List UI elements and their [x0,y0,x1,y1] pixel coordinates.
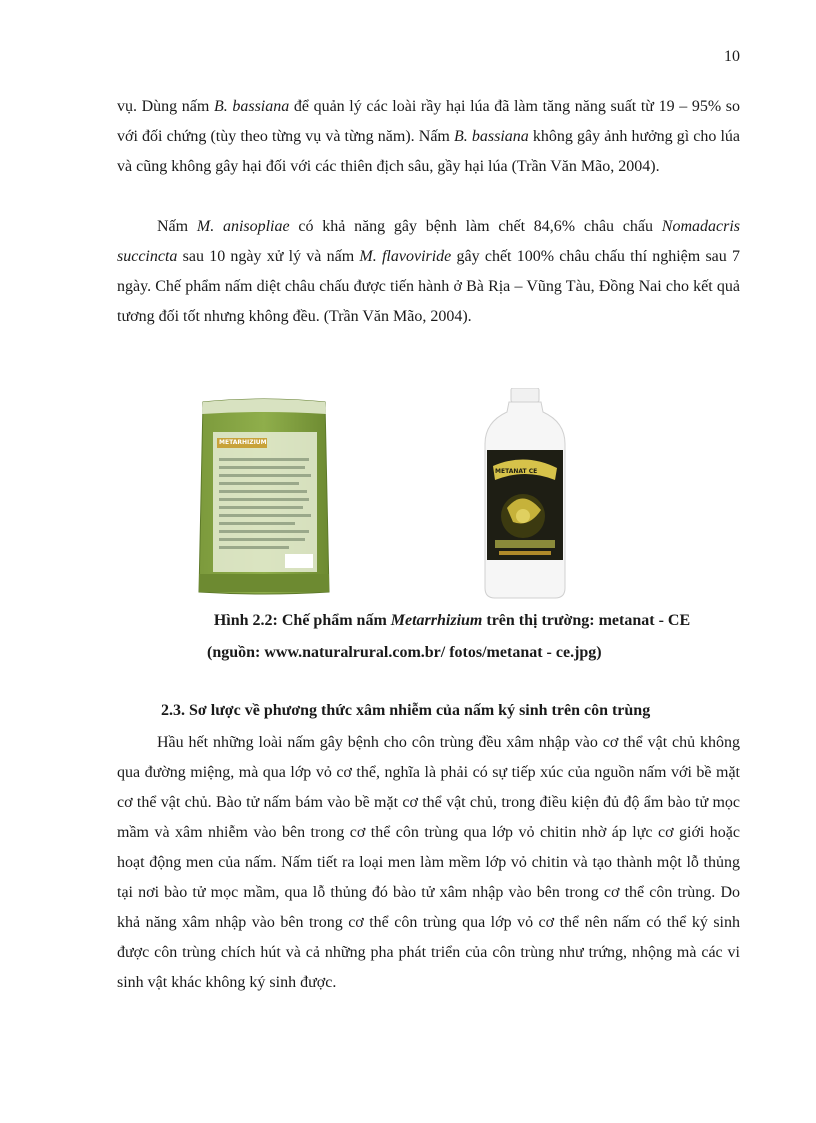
para1-text-1: vụ. Dùng nấm [117,98,214,115]
bottle-label: METANAT CE [495,468,538,475]
para2-species-3: M. flavoviride [359,248,452,265]
paragraph-1 [117,92,740,182]
bag-label: METARHIZIUM [219,439,267,446]
paragraph-3: Hầu hết những loài nấm gây bệnh cho côn trùng đều xâm nhập vào cơ thể vật chủ không qua đường miệng, mà qua lớp vỏ cơ thể, nghĩa là phải có sự tiếp xúc của nguồn nấm với bề mặt cơ thể vật chủ. Bào tử nấm bám vào bề mặt cơ thể vật chủ, trong điều kiện đủ độ ẩm bào tử mọc mầm và xâm nhiễm vào bên trong cơ thể côn trùng qua lớp vỏ chitin nhờ áp lực cơ giới hoặc hoạt động men của nấm. Nấm tiết ra loại men làm mềm lớp vỏ chitin và tạo thành một lỗ thủng tại nơi bào tử mọc mầm, qua lỗ thủng đó bào tử xâm nhập vào bên trong cơ thể côn trùng. Do khả năng xâm nhập vào bên trong cơ thể côn trùng qua lớp vỏ cơ thể nên nấm có thể ký sinh được côn trùng chích hút và cả những pha phát triển của côn trùng như trứng, nhộng mà các vi sinh vật khác không ký sinh được. [117,734,740,991]
para2-species-1: M. anisopliae [196,218,290,235]
product-bottle-image [483,388,567,600]
section-heading: 2.3. Sơ lược về phương thức xâm nhiễm của nấm ký sinh trên côn trùng [161,702,651,719]
page-number: 10 [724,48,740,65]
product-bag-image [195,396,333,596]
para2-text-2: có khả năng gây bệnh làm chết 84,6% châu chấu [289,218,662,235]
paragraph-2 [117,212,740,332]
para1-species-1: B. bassiana [213,98,290,115]
para2-text-1: Nấm [157,218,197,235]
para2-text-3: sau 10 ngày xử lý và nấm [177,248,360,265]
para1-text-3: không gây ảnh hưởng gì cho lúa và cũng không gây hại đối với các thiên địch sâu, gầy hại lúa (Trần Văn Mão, 2004). [117,128,741,175]
figure-source: (nguồn: www.naturalrural.com.br/ fotos/metanat - ce.jpg) [207,644,602,661]
caption-text-1: Hình 2.2: Chế phẩm nấm [213,612,391,629]
para1-text-2: để quản lý các loài rầy hại lúa đã làm tăng năng suất từ 19 – 95% so với đối chứng (tùy theo từng vụ và từng năm). Nấm [117,98,741,145]
para2-species-2: Nomadacris succincta [117,218,740,265]
figure-caption [117,612,787,630]
para2-text-4: gây chết 100% châu chấu thí nghiệm sau 7 ngày. Chế phẩm nấm diệt châu chấu được tiến hành ở Bà Rịa – Vũng Tàu, Đồng Nai cho kết quả tương đối tốt nhưng không đều. (Trần Văn Mão, 2004). [117,248,741,325]
caption-text-2: trên thị trường: metanat - CE [482,612,691,629]
para1-species-2: B. bassiana [454,128,529,145]
caption-genus: Metarrhizium [390,612,483,629]
product-figure [195,388,615,603]
